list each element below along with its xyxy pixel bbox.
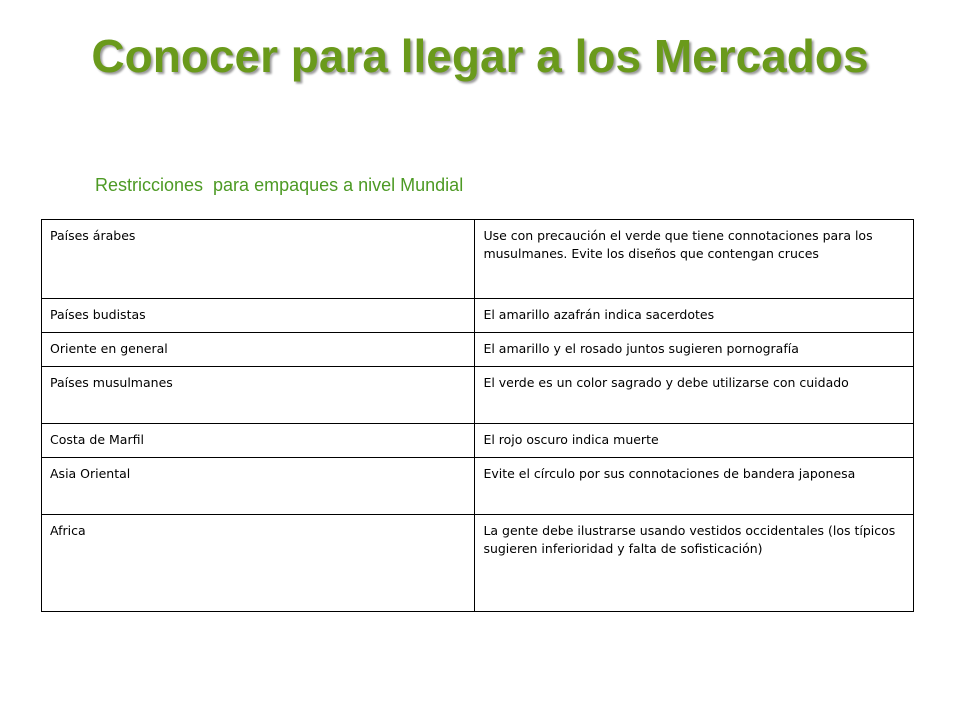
restriction-cell: El amarillo y el rosado juntos sugieren pornografía bbox=[475, 333, 914, 367]
restriction-cell: El verde es un color sagrado y debe utilizarse con cuidado bbox=[475, 367, 914, 424]
country-cell: Países árabes bbox=[42, 220, 475, 299]
country-cell: Asia Oriental bbox=[42, 458, 475, 515]
restriction-cell: El amarillo azafrán indica sacerdotes bbox=[475, 299, 914, 333]
country-cell: Países musulmanes bbox=[42, 367, 475, 424]
country-cell: Costa de Marfil bbox=[42, 424, 475, 458]
slide-title: Conocer para llegar a los Mercados bbox=[91, 30, 869, 82]
table-row bbox=[42, 515, 914, 612]
restriction-cell: Evite el círculo por sus connotaciones de bandera japonesa bbox=[475, 458, 914, 515]
country-cell: Países budistas bbox=[42, 299, 475, 333]
table-row bbox=[42, 424, 914, 458]
table-row bbox=[42, 458, 914, 515]
table-row bbox=[42, 220, 914, 299]
table-row bbox=[42, 333, 914, 367]
restriction-cell: Use con precaución el verde que tiene connotaciones para los musulmanes. Evite los diseños que contengan cruces bbox=[475, 220, 914, 299]
country-cell: Africa bbox=[42, 515, 475, 612]
restrictions-table bbox=[41, 219, 914, 612]
restriction-cell: El rojo oscuro indica muerte bbox=[475, 424, 914, 458]
table-row bbox=[42, 367, 914, 424]
table-row bbox=[42, 299, 914, 333]
country-cell: Oriente en general bbox=[42, 333, 475, 367]
slide-subtitle: Restricciones para empaques a nivel Mundial bbox=[95, 175, 464, 195]
restriction-cell: La gente debe ilustrarse usando vestidos occidentales (los típicos sugieren inferioridad y falta de sofisticación) bbox=[475, 515, 914, 612]
